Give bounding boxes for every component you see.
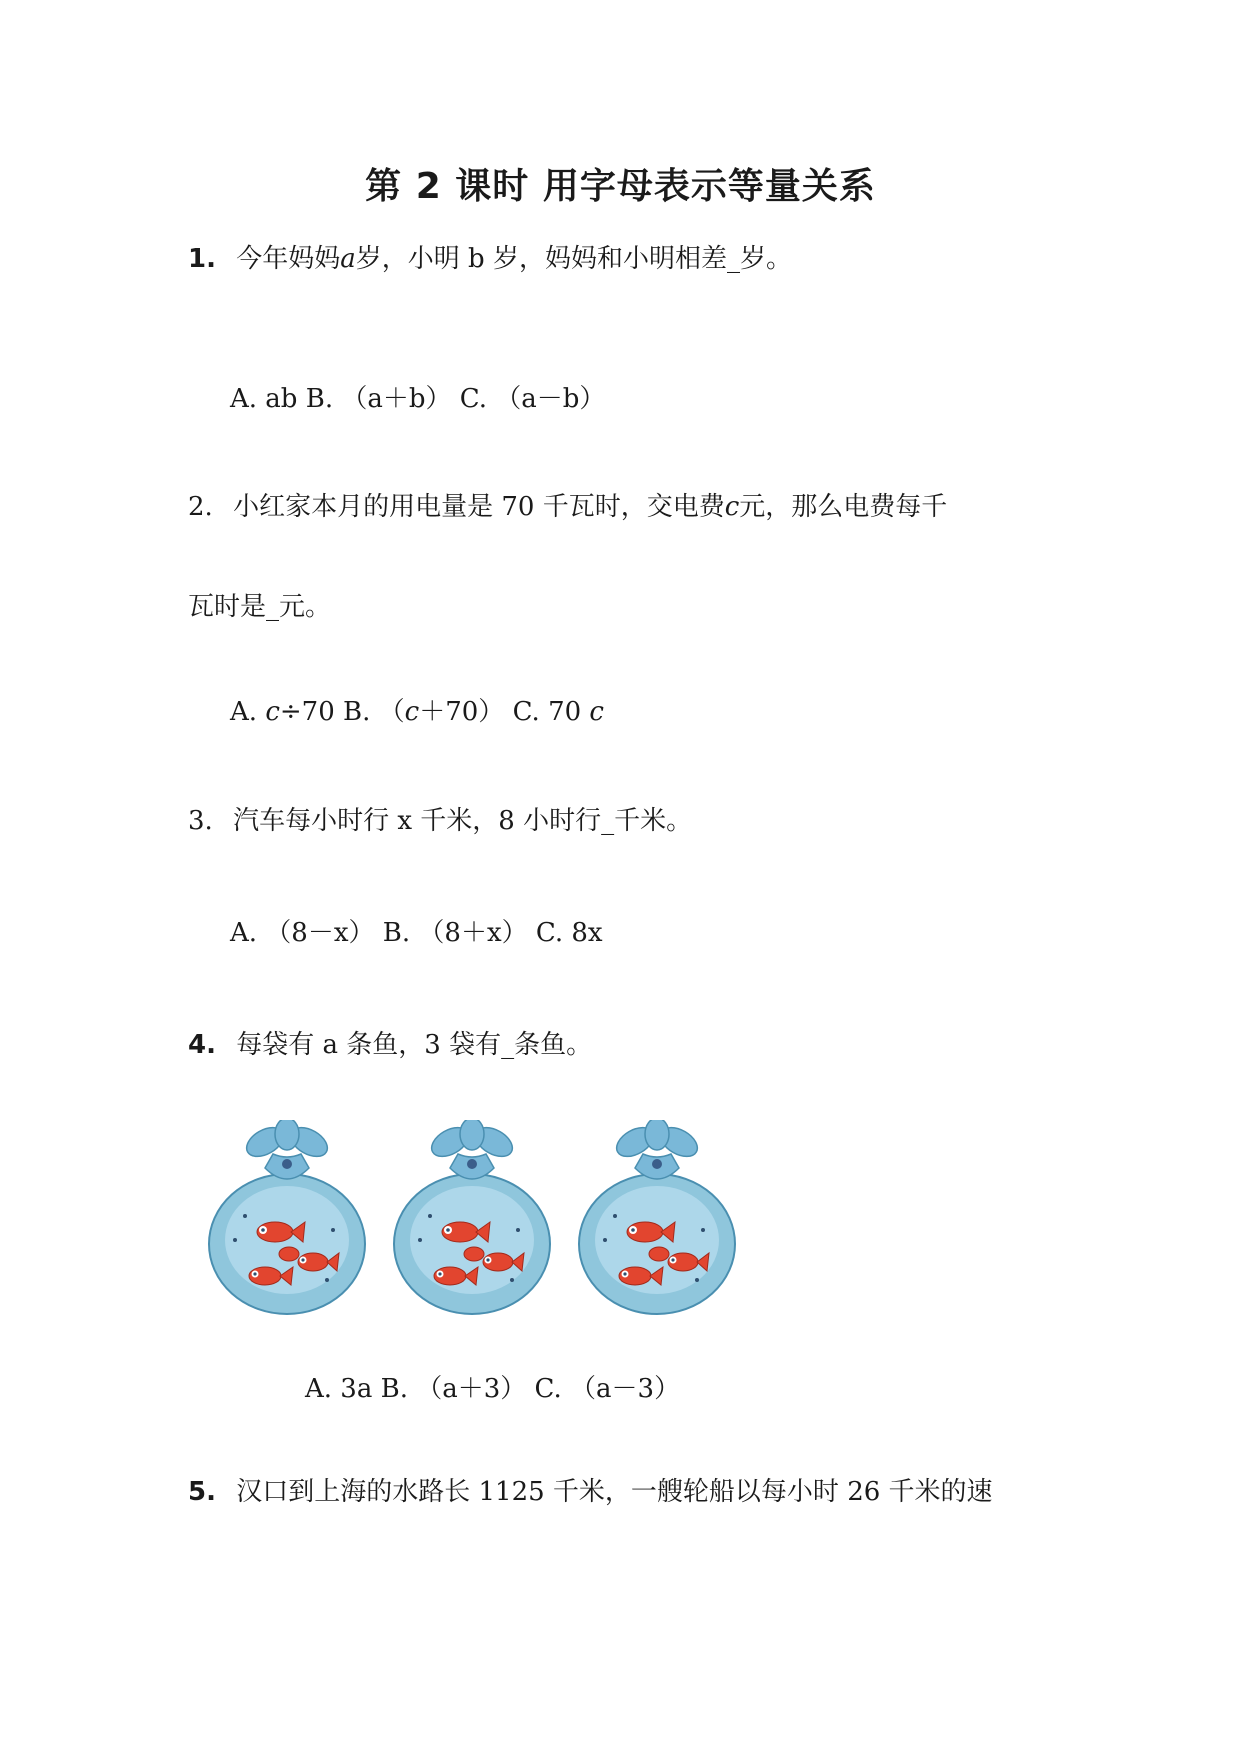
fish-bag-image: [390, 1120, 555, 1320]
question-text: 元，那么电费每千: [739, 492, 948, 522]
option-label: A.: [230, 697, 258, 727]
variable: c: [265, 697, 280, 727]
question-text: 汉口到上海的水路长 1125 千米，一艘轮船以每小时 26 千米的速: [236, 1477, 993, 1507]
question-4: [188, 1030, 592, 1061]
question-text: 汽车每小时行 x 千米，8 小时行_千米。: [233, 806, 693, 836]
variable: c: [589, 697, 604, 727]
question-2-line2: 瓦时是_元。: [188, 592, 332, 622]
variable: a: [340, 244, 356, 274]
question-number: 3.: [188, 806, 213, 836]
question-text: 每袋有 a 条鱼，3 袋有_条鱼。: [236, 1030, 593, 1060]
question-2: [188, 492, 947, 523]
question-1: [188, 244, 792, 275]
question-number: 1.: [188, 244, 216, 274]
question-text: 小红家本月的用电量是 70 千瓦时，交电费: [233, 492, 725, 522]
fish-bags-illustration: [205, 1120, 765, 1320]
question-number: 4.: [188, 1030, 216, 1060]
question-4-options: A. 3a B. （a＋3） C. （a－3）: [305, 1374, 681, 1404]
question-1-options: A. ab B. （a＋b） C. （a－b）: [230, 384, 606, 414]
question-text: 今年妈妈: [236, 244, 341, 274]
variable: c: [404, 697, 420, 727]
fish-bag-image: [575, 1120, 740, 1320]
question-2-options: [230, 697, 604, 728]
option-text: ＋70） C. 70: [419, 697, 590, 727]
option-text: ÷70 B. （: [279, 697, 405, 727]
question-number: 5.: [188, 1477, 216, 1507]
question-text: 岁，小明 b 岁，妈妈和小明相差_岁。: [355, 244, 792, 274]
question-3: [188, 806, 692, 837]
page-title: 第 2 课时 用字母表示等量关系: [365, 166, 876, 207]
question-3-options: A. （8－x） B. （8＋x） C. 8x: [230, 918, 603, 948]
variable: c: [724, 492, 740, 522]
fish-bag-image: [205, 1120, 370, 1320]
question-number: 2.: [188, 492, 213, 522]
question-5: [188, 1477, 993, 1508]
